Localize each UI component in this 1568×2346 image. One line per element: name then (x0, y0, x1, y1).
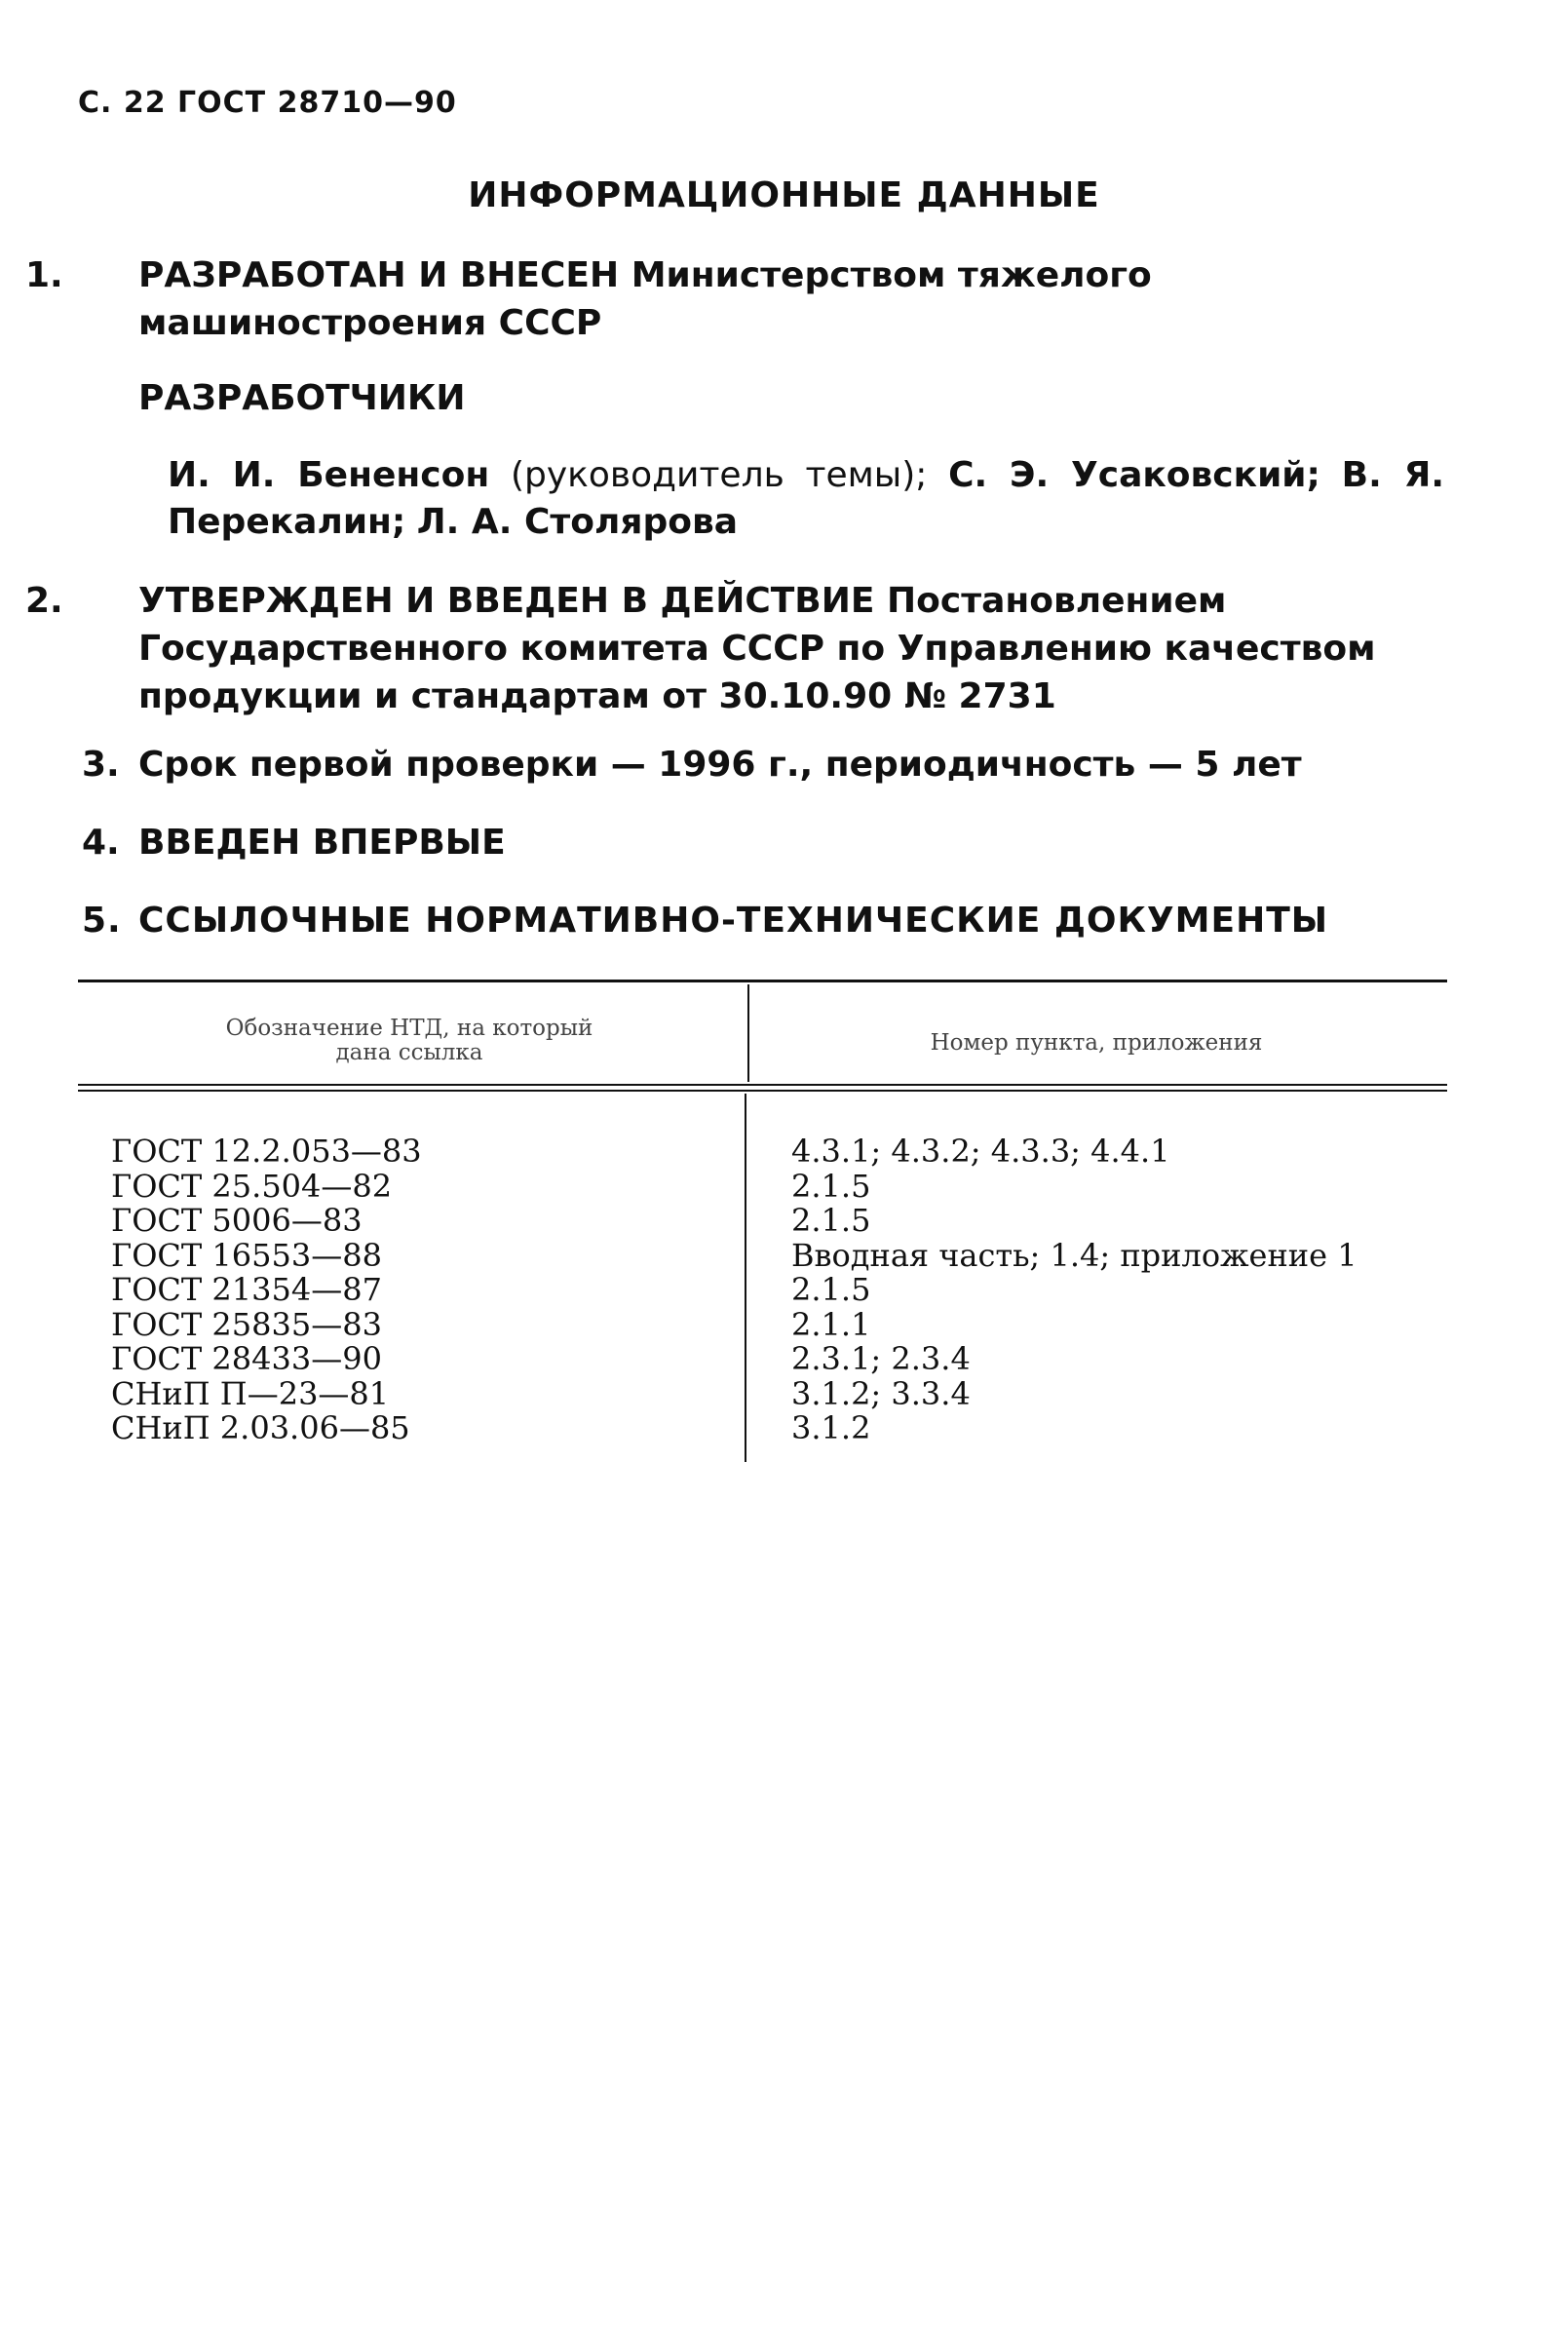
table-cell-document: СНиП 2.03.06—85 (111, 1409, 410, 1446)
item-number: 4. (82, 823, 120, 863)
item-text: ССЫЛОЧНЫЕ НОРМАТИВНО-ТЕХНИЧЕСКИЕ ДОКУМЕНТЫ (138, 901, 1329, 941)
header-line: Обозначение НТД, на который (225, 1016, 593, 1041)
table-cell-document: ГОСТ 25.504—82 (111, 1167, 393, 1205)
table-cell-clause: 2.1.5 (791, 1202, 871, 1239)
table-top-rule (78, 980, 1447, 982)
table-cell-clause: 4.3.1; 4.3.2; 4.3.3; 4.4.1 (791, 1133, 1170, 1170)
item-lead: УТВЕРЖДЕН И ВВЕДЕН В ДЕЙСТВИЕ (138, 581, 875, 621)
info-item-1 (25, 251, 1503, 347)
table-cell-document: ГОСТ 28433—90 (111, 1340, 382, 1377)
info-item-2 (25, 577, 1503, 720)
table-cell-document: ГОСТ 5006—83 (111, 1202, 363, 1239)
developers-list (168, 452, 1444, 546)
developer-role: (руководитель темы); (510, 455, 928, 495)
table-cell-document: ГОСТ 16553—88 (111, 1236, 382, 1274)
page-header: С. 22 ГОСТ 28710—90 (78, 86, 457, 120)
table-cell-clause: 3.1.2 (791, 1409, 871, 1446)
table-header-rule (78, 1084, 1447, 1086)
table-cell-clause: Вводная часть; 1.4; приложение 1 (791, 1236, 1358, 1274)
info-item-4 (82, 819, 506, 866)
table-cell-document: СНиП П—23—81 (111, 1374, 390, 1412)
item-text: Министерством тяжелого машиностроения СССР (138, 255, 1152, 343)
table-cell-document: ГОСТ 21354—87 (111, 1271, 382, 1308)
item-lead: РАЗРАБОТАН И ВНЕСЕН (138, 255, 620, 295)
table-header-rule (78, 1090, 1447, 1092)
info-item-3 (82, 741, 1302, 788)
document-title: ИНФОРМАЦИОННЫЕ ДАННЫЕ (468, 175, 1100, 215)
table-column-documents (111, 1135, 422, 1446)
item-text: Постановлением Государственного комитета СССР по Управлению качеством продукции и стандартам от 30.10.90 № 2731 (138, 581, 1376, 716)
table-cell-document: ГОСТ 25835—83 (111, 1305, 382, 1343)
info-item-5 (82, 897, 1328, 944)
developer-name: В. Я. Перекалин; (168, 455, 1445, 542)
developer-name: Л. А. Столярова (416, 502, 739, 542)
item-number: 1. (25, 255, 63, 295)
developer-name: И. И. Бененсон (168, 455, 490, 495)
header-line: дана ссылка (335, 1040, 483, 1065)
table-column-clauses (791, 1135, 1358, 1446)
item-number: 2. (25, 581, 63, 621)
item-number: 3. (82, 745, 120, 785)
item-text: ВВЕДЕН ВПЕРВЫЕ (138, 823, 506, 863)
column-header-clause: Номер пункта, приложения (930, 1030, 1263, 1056)
column-header-document (136, 1017, 682, 1065)
item-number: 5. (82, 901, 122, 941)
table-cell-clause: 3.1.2; 3.3.4 (791, 1374, 971, 1412)
table-cell-clause: 2.1.5 (791, 1167, 871, 1205)
table-body-divider (745, 1094, 746, 1462)
table-cell-clause: 2.1.5 (791, 1271, 871, 1308)
table-header-divider (747, 984, 749, 1082)
developer-name: С. Э. Усаковский; (948, 455, 1320, 495)
developers-heading: РАЗРАБОТЧИКИ (138, 378, 466, 418)
item-text: Срок первой проверки — 1996 г., периодичность — 5 лет (138, 745, 1302, 785)
table-cell-clause: 2.1.1 (791, 1305, 871, 1343)
table-cell-document: ГОСТ 12.2.053—83 (111, 1133, 422, 1170)
table-cell-clause: 2.3.1; 2.3.4 (791, 1340, 971, 1377)
